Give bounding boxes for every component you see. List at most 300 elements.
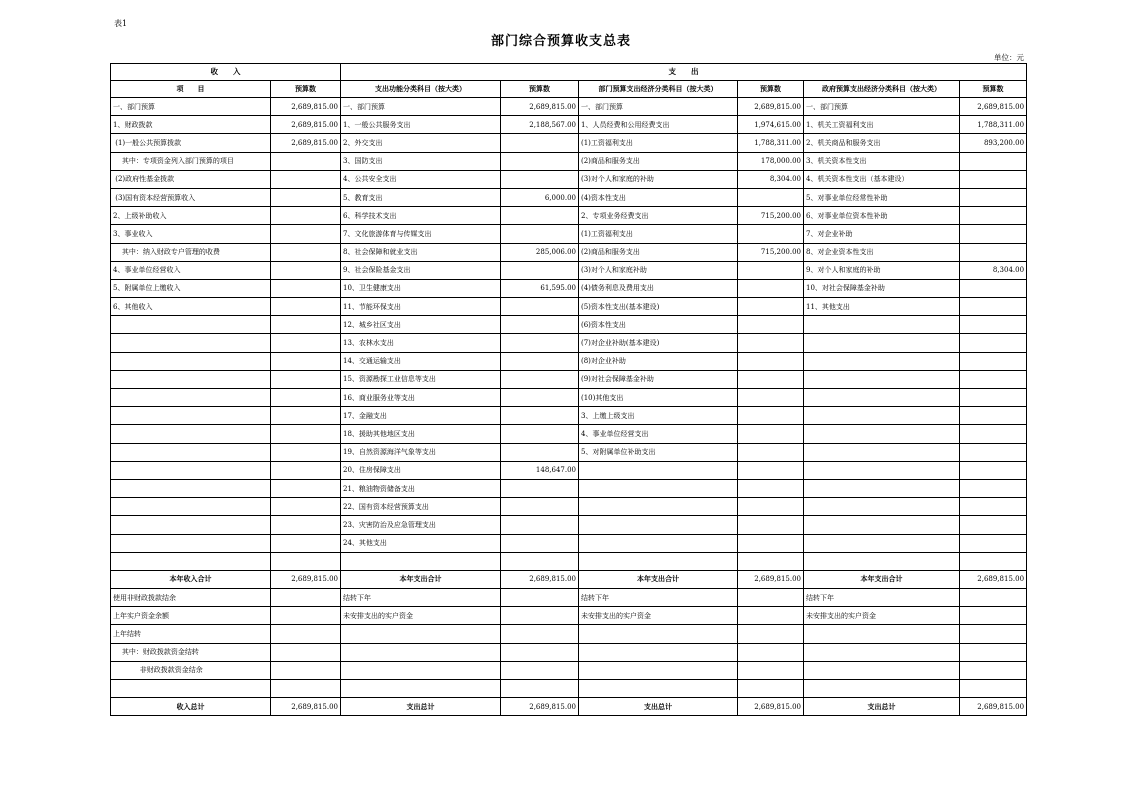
amount-cell: [960, 607, 1027, 625]
amount-cell: 1,788,311.00: [738, 134, 804, 152]
item-cell: [804, 407, 960, 425]
item-cell: 5、对事业单位经常性补助: [804, 188, 960, 206]
amount-cell: [271, 443, 341, 461]
amount-cell: [960, 207, 1027, 225]
amount-cell: [501, 134, 579, 152]
item-cell: 一、部门预算: [341, 98, 501, 116]
item-cell: (2)政府性基金拨款: [111, 170, 271, 188]
column-header: 预算数: [271, 81, 341, 98]
amount-cell: [501, 479, 579, 497]
item-cell: (8)对企业补助: [579, 352, 738, 370]
item-cell: [804, 625, 960, 643]
item-cell: [579, 625, 738, 643]
amount-cell: [738, 625, 804, 643]
item-cell: 3、国防支出: [341, 152, 501, 170]
item-cell: [111, 534, 271, 552]
amount-cell: 285,006.00: [501, 243, 579, 261]
table-row: [111, 352, 1027, 370]
amount-cell: [501, 334, 579, 352]
item-cell: 6、对事业单位资本性补助: [804, 207, 960, 225]
item-cell: (6)资本性支出: [579, 316, 738, 334]
table-row: [111, 298, 1027, 316]
unit-label: 单位：元: [994, 53, 1024, 62]
item-cell: [579, 516, 738, 534]
amount-cell: [960, 352, 1027, 370]
amount-cell: [501, 625, 579, 643]
amount-cell: [960, 334, 1027, 352]
amount-cell: [738, 425, 804, 443]
amount-cell: [738, 661, 804, 679]
amount-cell: 2,188,567.00: [501, 116, 579, 134]
item-cell: [111, 425, 271, 443]
table-row: [111, 461, 1027, 479]
table-row: [111, 207, 1027, 225]
table-number-label: 表1: [114, 19, 128, 28]
amount-cell: [738, 188, 804, 206]
table-row: [111, 261, 1027, 279]
item-cell: 12、城乡社区支出: [341, 316, 501, 334]
grand-total-row: [111, 698, 1027, 716]
item-cell: [579, 461, 738, 479]
amount-cell: [738, 534, 804, 552]
amount-cell: [501, 661, 579, 679]
amount-cell: [501, 316, 579, 334]
item-cell: [804, 498, 960, 516]
item-cell: 其中：专项资金列入部门预算的项目: [111, 152, 271, 170]
amount-cell: [501, 207, 579, 225]
amount-cell: 2,689,815.00: [501, 570, 579, 588]
item-cell: 本年支出合计: [804, 570, 960, 588]
item-cell: [804, 534, 960, 552]
item-cell: (3)国有资本经营预算收入: [111, 188, 271, 206]
column-header: 部门预算支出经济分类科目（按大类）: [579, 81, 738, 98]
item-cell: [111, 334, 271, 352]
table-row: [111, 552, 1027, 570]
column-header: 政府预算支出经济分类科目（按大类）: [804, 81, 960, 98]
table-row: [111, 316, 1027, 334]
item-cell: 9、对个人和家庭的补助: [804, 261, 960, 279]
amount-cell: [501, 370, 579, 388]
amount-cell: [501, 425, 579, 443]
item-cell: [804, 334, 960, 352]
amount-cell: 6,000.00: [501, 188, 579, 206]
item-cell: 15、资源勘探工业信息等支出: [341, 370, 501, 388]
item-cell: [111, 461, 271, 479]
item-cell: (3)对个人和家庭补助: [579, 261, 738, 279]
amount-cell: 2,689,815.00: [960, 570, 1027, 588]
item-cell: 1、人员经费和公用经费支出: [579, 116, 738, 134]
item-cell: [804, 479, 960, 497]
amount-cell: [501, 643, 579, 661]
amount-cell: [960, 407, 1027, 425]
item-cell: 未安排支出的实户资金: [341, 607, 501, 625]
item-cell: 21、粮油物资储备支出: [341, 479, 501, 497]
item-cell: 5、教育支出: [341, 188, 501, 206]
amount-cell: [271, 534, 341, 552]
table-row: [111, 370, 1027, 388]
amount-cell: [271, 152, 341, 170]
amount-cell: 2,689,815.00: [271, 116, 341, 134]
item-cell: (3)对个人和家庭的补助: [579, 170, 738, 188]
item-cell: 上年实户资金余额: [111, 607, 271, 625]
amount-cell: [271, 243, 341, 261]
amount-cell: [738, 643, 804, 661]
item-cell: [804, 661, 960, 679]
subtotal-row: [111, 570, 1027, 588]
item-cell: [341, 625, 501, 643]
amount-cell: [271, 188, 341, 206]
amount-cell: 893,200.00: [960, 134, 1027, 152]
amount-cell: [738, 225, 804, 243]
table-row: [111, 680, 1027, 698]
item-cell: 4、机关资本性支出（基本建设）: [804, 170, 960, 188]
item-cell: 2、外交支出: [341, 134, 501, 152]
amount-cell: [738, 316, 804, 334]
amount-cell: 2,689,815.00: [501, 698, 579, 716]
item-cell: [579, 643, 738, 661]
item-cell: [111, 552, 271, 570]
amount-cell: [738, 461, 804, 479]
item-cell: 22、国有资本经营预算支出: [341, 498, 501, 516]
amount-cell: [960, 443, 1027, 461]
table-row: [111, 334, 1027, 352]
amount-cell: 8,304.00: [738, 170, 804, 188]
amount-cell: [960, 498, 1027, 516]
amount-cell: [501, 352, 579, 370]
item-cell: 使用非财政拨款结余: [111, 589, 271, 607]
item-cell: 13、农林水支出: [341, 334, 501, 352]
amount-cell: [738, 298, 804, 316]
item-cell: 7、文化旅游体育与传媒支出: [341, 225, 501, 243]
item-cell: (4)资本性支出: [579, 188, 738, 206]
item-cell: 10、卫生健康支出: [341, 279, 501, 297]
item-cell: 17、金融支出: [341, 407, 501, 425]
table-row: [111, 589, 1027, 607]
item-cell: 24、其他支出: [341, 534, 501, 552]
item-cell: (10)其他支出: [579, 389, 738, 407]
table-row: [111, 389, 1027, 407]
amount-cell: [271, 352, 341, 370]
item-cell: [111, 352, 271, 370]
item-cell: 4、事业单位经营收入: [111, 261, 271, 279]
amount-cell: [960, 389, 1027, 407]
amount-cell: [271, 661, 341, 679]
amount-cell: [960, 298, 1027, 316]
item-cell: [341, 680, 501, 698]
amount-cell: [271, 207, 341, 225]
amount-cell: [738, 516, 804, 534]
amount-cell: 8,304.00: [960, 261, 1027, 279]
table-row: [111, 279, 1027, 297]
table-row: [111, 98, 1027, 116]
amount-cell: [501, 152, 579, 170]
item-cell: 1、机关工资福利支出: [804, 116, 960, 134]
table-row: [111, 170, 1027, 188]
amount-cell: [960, 152, 1027, 170]
item-cell: 一、部门预算: [111, 98, 271, 116]
amount-cell: [271, 479, 341, 497]
item-cell: 20、住房保障支出: [341, 461, 501, 479]
amount-cell: [738, 607, 804, 625]
item-cell: 本年支出合计: [341, 570, 501, 588]
item-cell: (2)商品和服务支出: [579, 152, 738, 170]
item-cell: 非财政拨款资金结余: [111, 661, 271, 679]
item-cell: [111, 316, 271, 334]
amount-cell: 715,200.00: [738, 207, 804, 225]
item-cell: 结转下年: [579, 589, 738, 607]
amount-cell: [501, 225, 579, 243]
item-cell: 8、对企业资本性支出: [804, 243, 960, 261]
amount-cell: [960, 225, 1027, 243]
amount-cell: [960, 243, 1027, 261]
amount-cell: [738, 370, 804, 388]
amount-cell: [960, 680, 1027, 698]
table-row: [111, 516, 1027, 534]
item-cell: [579, 479, 738, 497]
amount-cell: [960, 461, 1027, 479]
item-cell: 其中：财政拨款资金结转: [111, 643, 271, 661]
item-cell: 本年支出合计: [579, 570, 738, 588]
amount-cell: 2,689,815.00: [501, 98, 579, 116]
item-cell: (7)对企业补助(基本建设): [579, 334, 738, 352]
expense-section-header: 支 出: [341, 64, 1027, 81]
column-header: 预算数: [738, 81, 804, 98]
amount-cell: [960, 425, 1027, 443]
amount-cell: [960, 625, 1027, 643]
item-cell: (1)一般公共预算拨款: [111, 134, 271, 152]
item-cell: 5、附属单位上缴收入: [111, 279, 271, 297]
item-cell: 8、社会保障和就业支出: [341, 243, 501, 261]
column-header: 支出功能分类科目（按大类）: [341, 81, 501, 98]
amount-cell: [738, 407, 804, 425]
table-row: [111, 116, 1027, 134]
item-cell: (1)工资福利支出: [579, 134, 738, 152]
item-cell: 一、部门预算: [579, 98, 738, 116]
amount-cell: [501, 389, 579, 407]
column-header: 预算数: [960, 81, 1027, 98]
amount-cell: 1,974,615.00: [738, 116, 804, 134]
item-cell: [111, 407, 271, 425]
amount-cell: [960, 316, 1027, 334]
item-cell: [804, 370, 960, 388]
amount-cell: [960, 589, 1027, 607]
item-cell: (1)工资福利支出: [579, 225, 738, 243]
amount-cell: 1,788,311.00: [960, 116, 1027, 134]
amount-cell: [271, 370, 341, 388]
item-cell: 10、对社会保障基金补助: [804, 279, 960, 297]
amount-cell: [271, 425, 341, 443]
amount-cell: [271, 461, 341, 479]
amount-cell: 715,200.00: [738, 243, 804, 261]
item-cell: 1、财政拨款: [111, 116, 271, 134]
item-cell: [579, 552, 738, 570]
amount-cell: [960, 170, 1027, 188]
amount-cell: [271, 389, 341, 407]
amount-cell: [271, 552, 341, 570]
amount-cell: [738, 498, 804, 516]
item-cell: 支出总计: [579, 698, 738, 716]
table-row: [111, 643, 1027, 661]
item-cell: 结转下年: [804, 589, 960, 607]
item-cell: [804, 680, 960, 698]
table-row: [111, 498, 1027, 516]
item-cell: 3、机关资本性支出: [804, 152, 960, 170]
item-cell: 结转下年: [341, 589, 501, 607]
amount-cell: [960, 534, 1027, 552]
section-header-row: [111, 64, 1027, 81]
amount-cell: [271, 316, 341, 334]
table-row: [111, 479, 1027, 497]
amount-cell: [271, 261, 341, 279]
item-cell: 其中：纳入财政专户管理的收费: [111, 243, 271, 261]
item-cell: 16、商业服务业等支出: [341, 389, 501, 407]
amount-cell: [501, 534, 579, 552]
item-cell: [111, 479, 271, 497]
item-cell: 6、其他收入: [111, 298, 271, 316]
amount-cell: [738, 589, 804, 607]
item-cell: [804, 425, 960, 443]
amount-cell: 2,689,815.00: [960, 98, 1027, 116]
item-cell: 4、事业单位经营支出: [579, 425, 738, 443]
amount-cell: [738, 352, 804, 370]
item-cell: [111, 680, 271, 698]
item-cell: [579, 680, 738, 698]
item-cell: 支出总计: [804, 698, 960, 716]
amount-cell: [271, 625, 341, 643]
amount-cell: [501, 443, 579, 461]
table-row: [111, 188, 1027, 206]
amount-cell: [501, 516, 579, 534]
amount-cell: [738, 479, 804, 497]
amount-cell: [960, 479, 1027, 497]
item-cell: [804, 352, 960, 370]
item-cell: 一、部门预算: [804, 98, 960, 116]
item-cell: 6、科学技术支出: [341, 207, 501, 225]
item-cell: (2)商品和服务支出: [579, 243, 738, 261]
amount-cell: 2,689,815.00: [738, 570, 804, 588]
table-row: [111, 425, 1027, 443]
item-cell: [579, 661, 738, 679]
item-cell: 1、一般公共服务支出: [341, 116, 501, 134]
amount-cell: [501, 170, 579, 188]
item-cell: [111, 516, 271, 534]
item-cell: (9)对社会保障基金补助: [579, 370, 738, 388]
item-cell: 11、节能环保支出: [341, 298, 501, 316]
item-cell: 上年结转: [111, 625, 271, 643]
amount-cell: [271, 407, 341, 425]
item-cell: [111, 370, 271, 388]
item-cell: 18、援助其他地区支出: [341, 425, 501, 443]
amount-cell: [960, 661, 1027, 679]
amount-cell: 2,689,815.00: [271, 98, 341, 116]
amount-cell: [738, 334, 804, 352]
item-cell: 2、机关商品和服务支出: [804, 134, 960, 152]
amount-cell: [960, 552, 1027, 570]
amount-cell: [271, 607, 341, 625]
amount-cell: [960, 516, 1027, 534]
amount-cell: 2,689,815.00: [738, 98, 804, 116]
amount-cell: [738, 680, 804, 698]
item-cell: [579, 534, 738, 552]
item-cell: 收入总计: [111, 698, 271, 716]
item-cell: 3、事业收入: [111, 225, 271, 243]
amount-cell: [501, 407, 579, 425]
amount-cell: [271, 516, 341, 534]
amount-cell: 2,689,815.00: [960, 698, 1027, 716]
amount-cell: [738, 279, 804, 297]
item-cell: [804, 461, 960, 479]
item-cell: 4、公共安全支出: [341, 170, 501, 188]
amount-cell: [271, 298, 341, 316]
amount-cell: [738, 552, 804, 570]
table-row: [111, 243, 1027, 261]
item-cell: [111, 498, 271, 516]
item-cell: (4)债务利息及费用支出: [579, 279, 738, 297]
item-cell: [341, 552, 501, 570]
amount-cell: [501, 589, 579, 607]
amount-cell: 2,689,815.00: [738, 698, 804, 716]
item-cell: [579, 498, 738, 516]
item-cell: 11、其他支出: [804, 298, 960, 316]
amount-cell: [271, 170, 341, 188]
item-cell: 23、灾害防治及应急管理支出: [341, 516, 501, 534]
amount-cell: [960, 643, 1027, 661]
amount-cell: [271, 334, 341, 352]
item-cell: 19、自然资源海洋气象等支出: [341, 443, 501, 461]
table-row: [111, 534, 1027, 552]
item-cell: 3、上缴上级支出: [579, 407, 738, 425]
amount-cell: [271, 643, 341, 661]
item-cell: 9、社会保险基金支出: [341, 261, 501, 279]
column-header: 预算数: [501, 81, 579, 98]
column-header-row: [111, 81, 1027, 98]
budget-summary-table: [110, 63, 1027, 716]
item-cell: [111, 443, 271, 461]
item-cell: 5、对附属单位补助支出: [579, 443, 738, 461]
page-title: 部门综合预算收支总表: [490, 34, 631, 49]
item-cell: [111, 389, 271, 407]
table-row: [111, 661, 1027, 679]
item-cell: [804, 552, 960, 570]
column-header: 项 目: [111, 81, 271, 98]
amount-cell: 2,689,815.00: [271, 570, 341, 588]
table-row: [111, 607, 1027, 625]
item-cell: 支出总计: [341, 698, 501, 716]
amount-cell: [501, 261, 579, 279]
item-cell: 未安排支出的实户资金: [804, 607, 960, 625]
amount-cell: [501, 498, 579, 516]
income-section-header: 收 入: [111, 64, 341, 81]
amount-cell: 61,595.00: [501, 279, 579, 297]
item-cell: 未安排支出的实户资金: [579, 607, 738, 625]
table-row: [111, 225, 1027, 243]
item-cell: 14、交通运输支出: [341, 352, 501, 370]
item-cell: [804, 389, 960, 407]
amount-cell: [738, 389, 804, 407]
amount-cell: 2,689,815.00: [271, 134, 341, 152]
table-row: [111, 443, 1027, 461]
amount-cell: [271, 279, 341, 297]
item-cell: 2、上级补助收入: [111, 207, 271, 225]
amount-cell: 148,647.00: [501, 461, 579, 479]
amount-cell: [271, 498, 341, 516]
amount-cell: [501, 298, 579, 316]
item-cell: [804, 443, 960, 461]
amount-cell: [271, 589, 341, 607]
amount-cell: [501, 680, 579, 698]
table-row: [111, 134, 1027, 152]
item-cell: 2、专项业务经费支出: [579, 207, 738, 225]
